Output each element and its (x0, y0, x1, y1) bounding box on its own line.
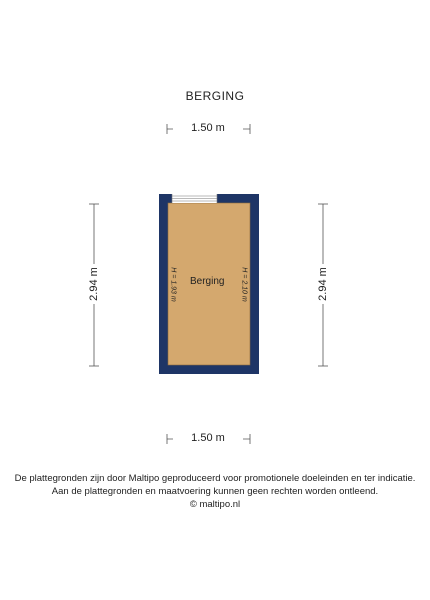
dimension-label-right: 2.94 m (317, 264, 329, 304)
door-opening (172, 194, 217, 203)
disclaimer (0, 472, 430, 511)
room-height-right-label: H = 2.10 m (240, 267, 248, 302)
dimension-label-bottom: 1.50 m (173, 432, 243, 444)
dimension-label-top: 1.50 m (173, 122, 243, 134)
room-name-label: Berging (190, 276, 225, 287)
floorplan-title: BERGING (185, 89, 245, 103)
room-height-left-label: H = 1.93 m (169, 267, 177, 302)
disclaimer-line-2: Aan de plattegronden en maatvoering kunnen geen rechten worden ontleend. (51, 486, 379, 497)
disclaimer-line-1: De plattegronden zijn door Maltipo geproduceerd voor promotionele doeleinden en ter indicatie. (14, 473, 416, 484)
disclaimer-line-3: © maltipo.nl (189, 499, 241, 510)
dimension-label-left: 2.94 m (88, 264, 100, 304)
